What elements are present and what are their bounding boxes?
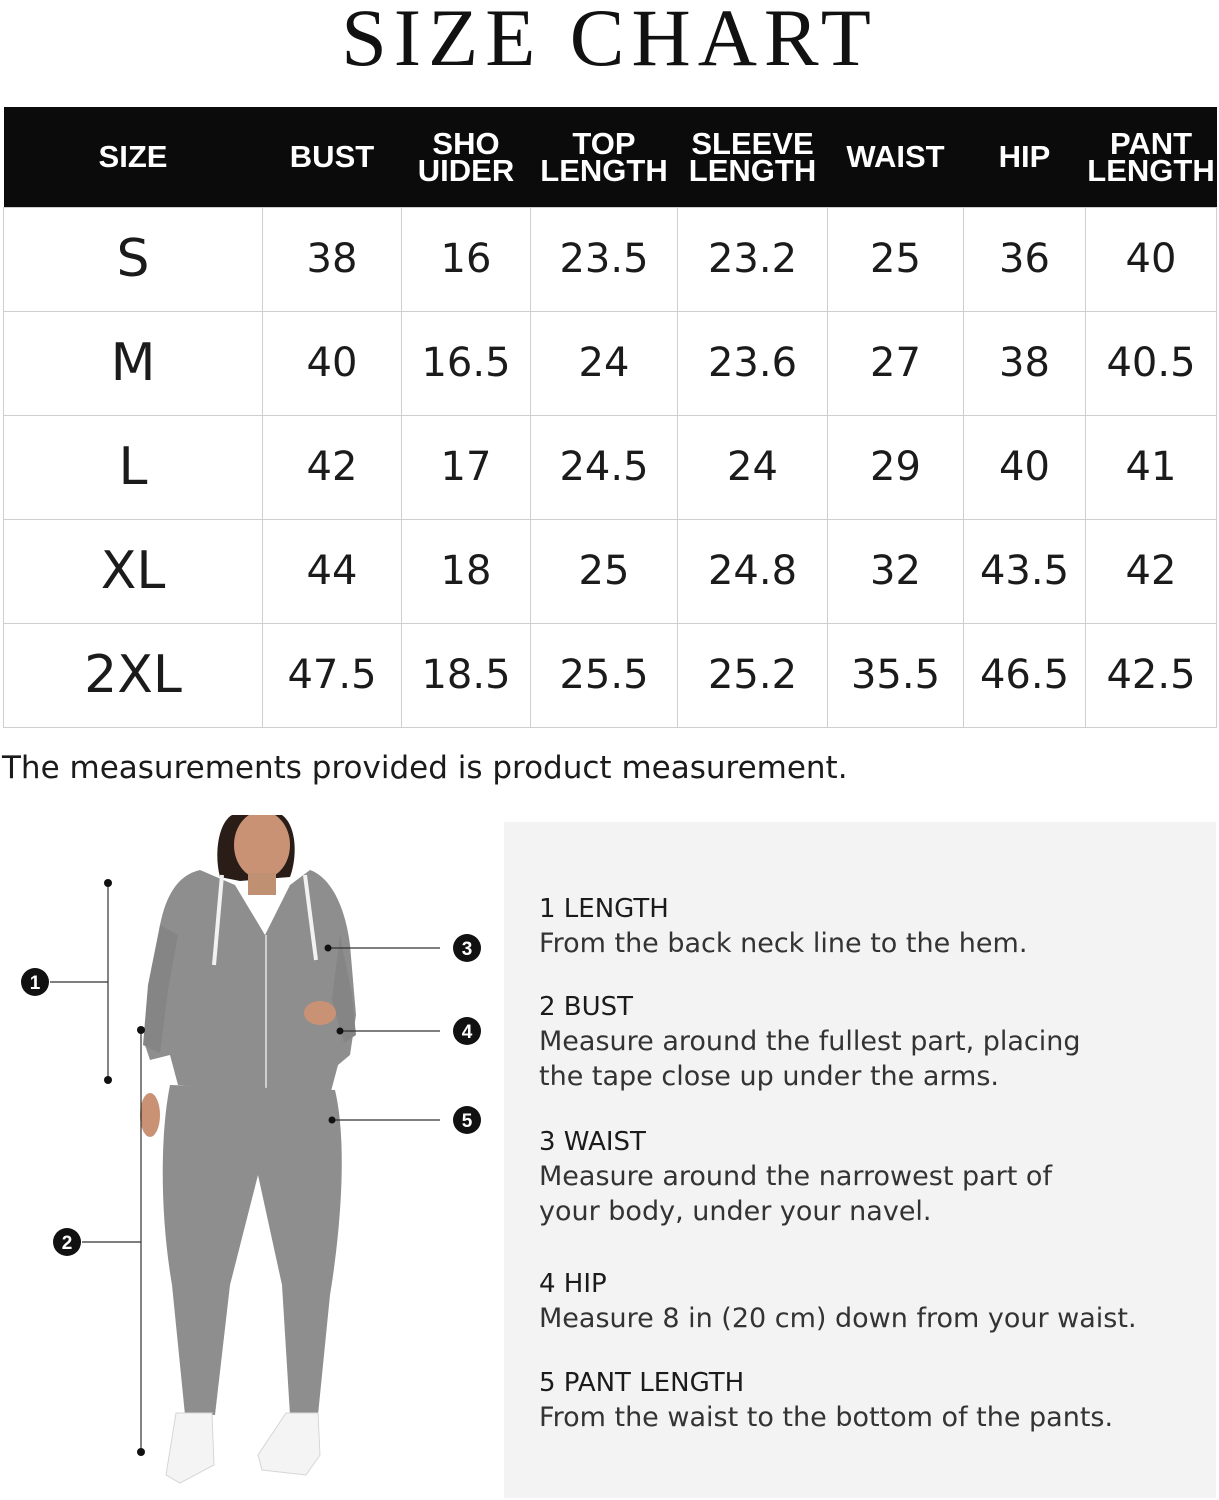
table-row (4, 415, 1217, 519)
hoodie-shape (145, 870, 356, 1095)
right-shoe-shape (258, 1413, 320, 1475)
bust-cell: 40 (263, 311, 402, 415)
pants-shape (163, 1085, 342, 1415)
description-title: 1 LENGTH (539, 894, 669, 924)
marker-2 (53, 1228, 81, 1256)
hip-cell: 40 (964, 415, 1086, 519)
bust-cell: 42 (263, 415, 402, 519)
description-bust (539, 990, 1199, 1094)
header-bust: BUST (263, 107, 402, 207)
marker-5 (453, 1106, 481, 1134)
measurement-descriptions (504, 822, 1216, 1498)
table-row (4, 623, 1217, 727)
marker-3 (453, 934, 481, 962)
length-guide-dot-bottom (104, 1076, 112, 1084)
left-shoe-shape (166, 1413, 214, 1483)
table-header-row (4, 107, 1217, 207)
top-length-cell: 24.5 (531, 415, 678, 519)
header-waist: WAIST (828, 107, 964, 207)
pant-length-cell: 41 (1086, 415, 1217, 519)
shoulder-cell: 17 (402, 415, 531, 519)
svg-text:4: 4 (461, 1022, 473, 1043)
top-length-cell: 23.5 (531, 207, 678, 311)
header-sleeve-length: SLEEVE LENGTH (678, 107, 828, 207)
description-waist (539, 1125, 1199, 1229)
waist-cell: 29 (828, 415, 964, 519)
size-cell: L (4, 415, 263, 519)
svg-text:1: 1 (29, 973, 41, 994)
hip-cell: 43.5 (964, 519, 1086, 623)
pant-length-cell: 42.5 (1086, 623, 1217, 727)
description-text: Measure 8 in (20 cm) down from your waist. (539, 1303, 1137, 1334)
neck-shape (248, 873, 276, 895)
description-text: Measure around the fullest part, placing the tape close up under the arms. (539, 1026, 1081, 1092)
table-row (4, 311, 1217, 415)
header-size: SIZE (4, 107, 263, 207)
svg-text:5: 5 (461, 1111, 473, 1132)
size-cell: S (4, 207, 263, 311)
description-text: From the waist to the bottom of the pants. (539, 1402, 1114, 1433)
description-title: 3 WAIST (539, 1127, 646, 1157)
header-pant-length: PANT LENGTH (1086, 107, 1217, 207)
marker-4-dot (337, 1028, 344, 1035)
svg-text:3: 3 (461, 939, 473, 960)
marker-5-dot (329, 1117, 336, 1124)
pant-guide-dot-top (137, 1026, 145, 1034)
hip-cell: 46.5 (964, 623, 1086, 727)
size-chart-table (3, 107, 1217, 728)
page-title: SIZE CHART (341, 0, 878, 83)
sleeve-length-cell: 25.2 (678, 623, 828, 727)
hip-cell: 38 (964, 311, 1086, 415)
description-title: 5 PANT LENGTH (539, 1368, 745, 1398)
right-hand-shape (304, 1001, 336, 1025)
sleeve-length-cell: 24 (678, 415, 828, 519)
shoulder-cell: 18 (402, 519, 531, 623)
top-length-cell: 25 (531, 519, 678, 623)
length-guide-dot-top (104, 879, 112, 887)
shoulder-cell: 16 (402, 207, 531, 311)
svg-text:2: 2 (61, 1233, 73, 1254)
top-length-cell: 25.5 (531, 623, 678, 727)
sleeve-length-cell: 24.8 (678, 519, 828, 623)
shoulder-cell: 18.5 (402, 623, 531, 727)
description-length (539, 892, 1199, 961)
top-length-cell: 24 (531, 311, 678, 415)
header-top-length: TOP LENGTH (531, 107, 678, 207)
waist-cell: 25 (828, 207, 964, 311)
pant-length-cell: 40.5 (1086, 311, 1217, 415)
pant-guide-dot-bottom (137, 1448, 145, 1456)
description-title: 4 HIP (539, 1269, 607, 1299)
pant-length-cell: 42 (1086, 519, 1217, 623)
waist-cell: 32 (828, 519, 964, 623)
sleeve-length-cell: 23.2 (678, 207, 828, 311)
header-shoulder: SHO UIDER (402, 107, 531, 207)
bust-cell: 47.5 (263, 623, 402, 727)
hip-cell: 36 (964, 207, 1086, 311)
measurement-note: The measurements provided is product measurement. (2, 750, 848, 786)
left-hand-shape (140, 1093, 160, 1137)
model-figure (0, 815, 500, 1500)
waist-cell: 27 (828, 311, 964, 415)
marker-3-dot (325, 945, 332, 952)
pant-length-cell: 40 (1086, 207, 1217, 311)
marker-4 (453, 1017, 481, 1045)
description-text: From the back neck line to the hem. (539, 928, 1028, 959)
bust-cell: 38 (263, 207, 402, 311)
waist-cell: 35.5 (828, 623, 964, 727)
description-pant-length (539, 1366, 1199, 1435)
description-title: 2 BUST (539, 992, 634, 1022)
sleeve-length-cell: 23.6 (678, 311, 828, 415)
shoulder-cell: 16.5 (402, 311, 531, 415)
table-row (4, 207, 1217, 311)
table-row (4, 519, 1217, 623)
size-cell: M (4, 311, 263, 415)
header-hip: HIP (964, 107, 1086, 207)
size-cell: XL (4, 519, 263, 623)
marker-1 (21, 968, 49, 996)
bust-cell: 44 (263, 519, 402, 623)
description-hip (539, 1267, 1199, 1336)
size-cell: 2XL (4, 623, 263, 727)
description-text: Measure around the narrowest part of your body, under your navel. (539, 1161, 1052, 1227)
